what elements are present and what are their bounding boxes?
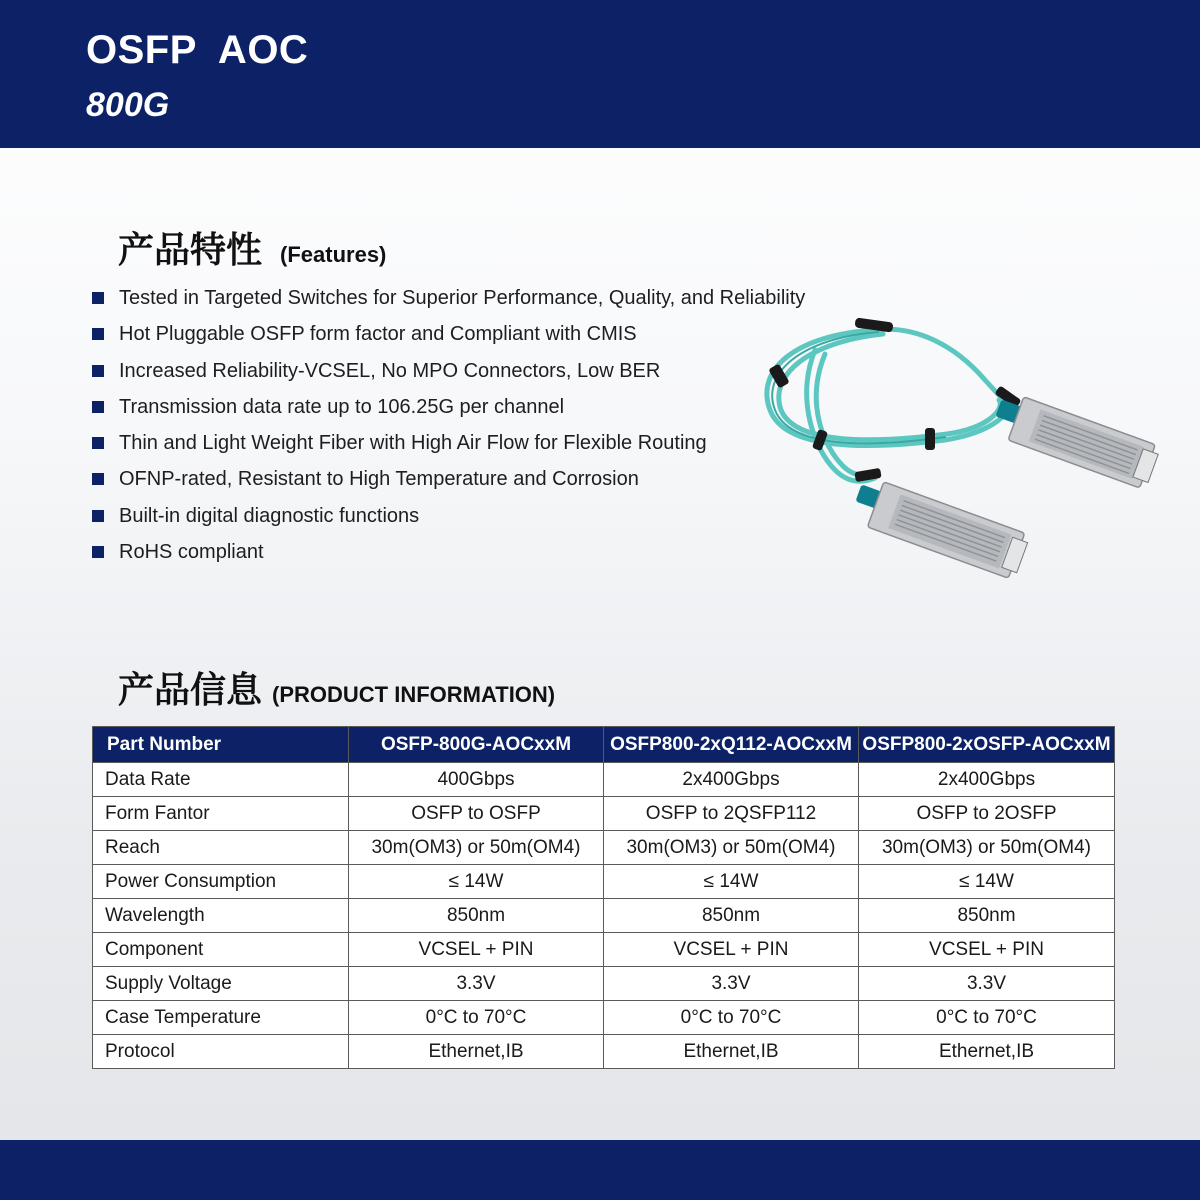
table-row — [93, 865, 1115, 899]
square-bullet-icon — [92, 292, 104, 304]
table-cell: 3.3V — [349, 967, 604, 1001]
square-bullet-icon — [92, 328, 104, 340]
table-row — [93, 933, 1115, 967]
product-info-heading-cn: 产品信息 — [118, 670, 263, 711]
header-banner — [0, 0, 1200, 148]
feature-item: OFNP-rated, Resistant to High Temperature and Corrosion — [92, 465, 892, 501]
table-row — [93, 967, 1115, 1001]
table-row — [93, 899, 1115, 933]
table-cell: Case Temperature — [93, 1001, 349, 1035]
table-cell: VCSEL + PIN — [349, 933, 604, 967]
feature-item: Tested in Targeted Switches for Superior Performance, Quality, and Reliability — [92, 284, 892, 320]
table-cell: ≤ 14W — [859, 865, 1115, 899]
table-cell: Supply Voltage — [93, 967, 349, 1001]
table-header-cell: OSFP800-2xOSFP-AOCxxM — [859, 727, 1115, 763]
product-title: OSFP AOC — [86, 28, 309, 72]
product-info-heading — [118, 662, 555, 713]
feature-item: RoHS compliant — [92, 538, 892, 574]
square-bullet-icon — [92, 473, 104, 485]
table-cell: OSFP to 2OSFP — [859, 797, 1115, 831]
table-cell: OSFP to OSFP — [349, 797, 604, 831]
table-cell: 850nm — [349, 899, 604, 933]
table-cell: 2x400Gbps — [604, 763, 859, 797]
table-cell: Reach — [93, 831, 349, 865]
table-cell: 850nm — [859, 899, 1115, 933]
square-bullet-icon — [92, 437, 104, 449]
table-row — [93, 1035, 1115, 1069]
square-bullet-icon — [92, 510, 104, 522]
table-cell: Power Consumption — [93, 865, 349, 899]
table-cell: 0°C to 70°C — [604, 1001, 859, 1035]
table-cell: ≤ 14W — [349, 865, 604, 899]
product-info-table — [92, 726, 1115, 1069]
feature-item: Thin and Light Weight Fiber with High Air Flow for Flexible Routing — [92, 429, 892, 465]
table-cell: VCSEL + PIN — [859, 933, 1115, 967]
table-cell: Form Fantor — [93, 797, 349, 831]
table-cell: 850nm — [604, 899, 859, 933]
table-cell: 30m(OM3) or 50m(OM4) — [604, 831, 859, 865]
table-header-row — [93, 727, 1115, 763]
table-cell: ≤ 14W — [604, 865, 859, 899]
table-cell: 30m(OM3) or 50m(OM4) — [349, 831, 604, 865]
product-subtitle: 800G — [86, 86, 170, 124]
table-cell: Wavelength — [93, 899, 349, 933]
table-cell: Ethernet,IB — [604, 1035, 859, 1069]
table-row — [93, 797, 1115, 831]
table-header-cell: OSFP-800G-AOCxxM — [349, 727, 604, 763]
table-cell: VCSEL + PIN — [604, 933, 859, 967]
features-heading — [118, 222, 386, 273]
table-cell: 400Gbps — [349, 763, 604, 797]
square-bullet-icon — [92, 546, 104, 558]
table-cell: Ethernet,IB — [859, 1035, 1115, 1069]
square-bullet-icon — [92, 365, 104, 377]
table-cell: 30m(OM3) or 50m(OM4) — [859, 831, 1115, 865]
product-info-heading-en: (PRODUCT INFORMATION) — [272, 682, 556, 707]
table-cell: 0°C to 70°C — [349, 1001, 604, 1035]
table-cell: 2x400Gbps — [859, 763, 1115, 797]
table-header-cell: Part Number — [93, 727, 349, 763]
features-heading-en: (Features) — [280, 242, 387, 267]
feature-item: Hot Pluggable OSFP form factor and Compliant with CMIS — [92, 320, 892, 356]
table-cell: OSFP to 2QSFP112 — [604, 797, 859, 831]
feature-item: Increased Reliability-VCSEL, No MPO Connectors, Low BER — [92, 357, 892, 393]
table-cell: 3.3V — [604, 967, 859, 1001]
table-header-cell: OSFP800-2xQ112-AOCxxM — [604, 727, 859, 763]
aoc-cable-product-image — [755, 310, 1175, 600]
features-heading-cn: 产品特性 — [118, 230, 263, 271]
feature-item: Built-in digital diagnostic functions — [92, 502, 892, 538]
square-bullet-icon — [92, 401, 104, 413]
table-cell: Ethernet,IB — [349, 1035, 604, 1069]
table-cell: Data Rate — [93, 763, 349, 797]
table-cell: 0°C to 70°C — [859, 1001, 1115, 1035]
table-cell: Protocol — [93, 1035, 349, 1069]
table-cell: 3.3V — [859, 967, 1115, 1001]
table-cell: Component — [93, 933, 349, 967]
feature-item: Transmission data rate up to 106.25G per channel — [92, 393, 892, 429]
table-row — [93, 763, 1115, 797]
table-row — [93, 831, 1115, 865]
footer-banner — [0, 1140, 1200, 1200]
table-row — [93, 1001, 1115, 1035]
